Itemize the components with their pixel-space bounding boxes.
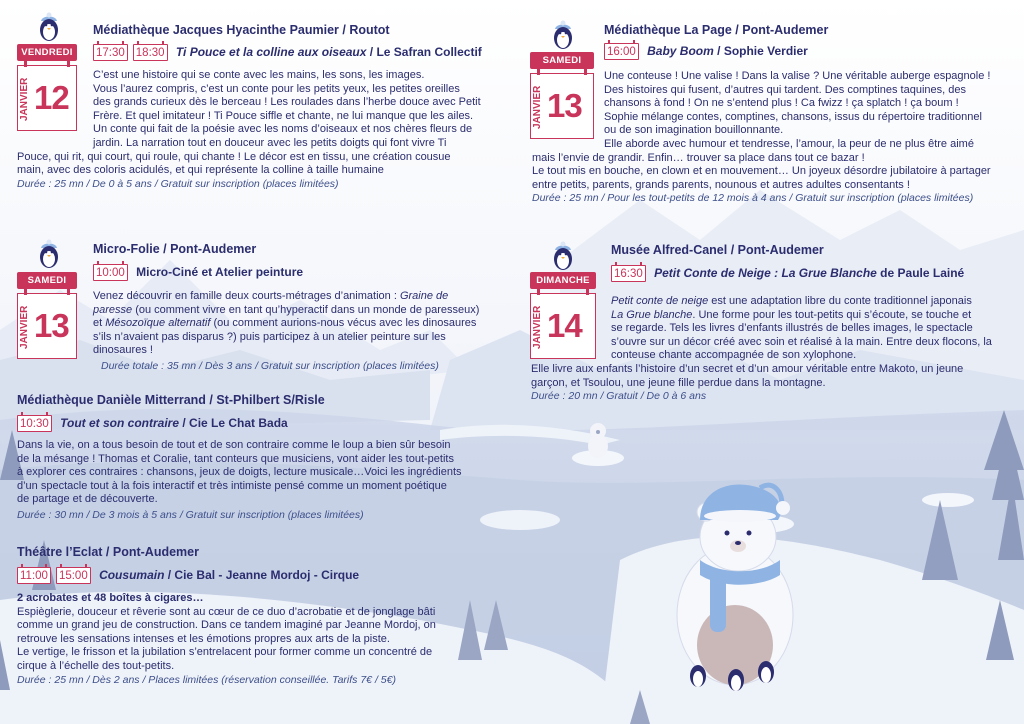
venue-title: Musée Alfred-Canel / Pont-Audemer bbox=[611, 243, 824, 257]
date-calendar-samedi-13 bbox=[17, 272, 77, 362]
event-time-title bbox=[611, 265, 964, 282]
show-title: Petit Conte de Neige : La Grue Blanche bbox=[654, 266, 877, 280]
desc-text: conteuse chante accompagnée de son xylophone. bbox=[611, 349, 857, 362]
event-time-title bbox=[93, 44, 482, 61]
desc-line: de la mésange ! Thomas et Coralie, tant conteurs que musiciens, vont aider les tout-petits bbox=[17, 452, 454, 465]
desc-text: Venez découvrir en famille deux courts-métrages d’animation : bbox=[93, 290, 400, 302]
show-ref: Petit conte de neige bbox=[611, 295, 709, 307]
company-name: / Cie Le Chat Bada bbox=[179, 416, 288, 430]
desc-line bbox=[93, 344, 495, 358]
desc-text: s’ils n’avaient pas disparus ?) puis participez à un atelier peinture sur les bbox=[93, 330, 446, 343]
desc-line: cirque à l’échelle des tout-petits. bbox=[17, 659, 175, 672]
desc-line: Dans la vie, on a tous besoin de tout et de son contraire comme le loup a bien sûr besoin bbox=[17, 439, 451, 451]
desc-line: Un conte qui fait de la poésie avec les noms d’oiseaux et nos chères fleurs de bbox=[93, 123, 473, 136]
time-badge: 15:00 bbox=[56, 567, 91, 584]
desc-line: mais l’envie de grandir. Enfin… trouver sa place dans tout ce bazar ! bbox=[532, 151, 865, 164]
event-time-title bbox=[17, 415, 288, 432]
time-badge: 10:30 bbox=[17, 415, 52, 432]
day-name: SAMEDI bbox=[17, 272, 77, 289]
company-name: de Paule Lainé bbox=[876, 266, 965, 280]
event-meta: Durée : 25 mn / De 0 à 5 ans / Gratuit sur inscription (places limitées) bbox=[17, 177, 339, 190]
desc-line: jardin. La narration tout en douceur avec les petits doigts qui font vivre Ti bbox=[93, 136, 447, 149]
desc-line bbox=[611, 336, 1009, 350]
desc-line: Frère. Et quel imitateur ! Ti Pouce siffle et chante, ne lui manque que les ailes. bbox=[93, 109, 474, 122]
event-time-title bbox=[17, 567, 359, 584]
desc-line bbox=[611, 295, 1009, 309]
time-badge: 11:00 bbox=[17, 567, 51, 584]
film-title: paresse bbox=[93, 303, 133, 316]
desc-line: d’un spectacle tout à la fois interactif et très intimiste pensé comme un moment poétique bbox=[17, 479, 447, 492]
date-card bbox=[530, 73, 594, 139]
small-bear-icon bbox=[588, 423, 608, 458]
day-number: 13 bbox=[547, 87, 582, 124]
day-name: SAMEDI bbox=[530, 52, 594, 69]
venue-title: Médiathèque Jacques Hyacinthe Paumier / Routot bbox=[93, 23, 390, 37]
desc-line: chansons à fond ! On ne s’entend plus ! Ca fwizz ! ça splatch ! ça boum ! bbox=[604, 97, 959, 110]
desc-line: des grands curieux dès le berceau ! Les roulades dans l’herbe douce avec Petit bbox=[93, 96, 481, 109]
film-title: Mésozoïque alternatif bbox=[105, 317, 211, 330]
venue-title: Médiathèque La Page / Pont-Audemer bbox=[604, 23, 829, 37]
day-number: 14 bbox=[547, 307, 582, 344]
desc-line bbox=[611, 322, 1009, 336]
company-name: / Le Safran Collectif bbox=[366, 45, 482, 59]
event-meta: Durée : 20 mn / Gratuit / De 0 à 6 ans bbox=[531, 390, 707, 403]
desc-text: est une adaptation libre du conte traditionnel japonais bbox=[708, 295, 972, 307]
desc-line: Elle aborde avec humour et tendresse, l’amour, la peur de ne plus être aimé bbox=[604, 137, 974, 150]
date-card bbox=[17, 293, 77, 359]
month-label: JANVIER bbox=[532, 85, 543, 129]
desc-line: Vous l’aurez compris, c’est un conte pour les petits yeux, les petites oreilles bbox=[93, 82, 460, 95]
company-name: / Cie Bal - Jeanne Mordoj - Cirque bbox=[164, 568, 360, 582]
desc-line bbox=[531, 363, 1009, 377]
venue-title: Théâtre l’Eclat / Pont-Audemer bbox=[17, 545, 199, 559]
venue-title: Micro-Folie / Pont-Audemer bbox=[93, 242, 257, 256]
show-title: Tout et son contraire bbox=[60, 416, 180, 430]
penguin-icon bbox=[36, 239, 62, 269]
event-description bbox=[93, 290, 495, 374]
show-title: Baby Boom bbox=[647, 44, 714, 58]
desc-line: Le tout mis en bouche, en clown et en mouvement… Un joyeux désordre jubilatoire à partager bbox=[532, 165, 991, 178]
time-badge: 17:30 bbox=[93, 44, 128, 61]
month-label: JANVIER bbox=[19, 305, 30, 349]
desc-line bbox=[611, 309, 1009, 323]
date-calendar-vendredi-12 bbox=[17, 44, 77, 134]
desc-line: main, avec des coloris acidulés, et qui représente la colline à taille humaine bbox=[17, 164, 384, 177]
day-number: 13 bbox=[34, 307, 69, 344]
show-ref: La Grue blanche bbox=[611, 308, 693, 321]
date-card bbox=[17, 65, 77, 131]
month-label: JANVIER bbox=[19, 77, 30, 121]
desc-text: et bbox=[93, 317, 106, 330]
event-meta: Durée : 25 mn / Dès 2 ans / Places limitées (réservation conseillée. Tarifs 7€ / 5€) bbox=[17, 673, 396, 686]
desc-line: Une conteuse ! Une valise ! Dans la valise ? Une véritable auberge espagnole ! bbox=[604, 70, 991, 82]
company-name: / Sophie Verdier bbox=[713, 44, 808, 58]
desc-line: de partage et de découverte. bbox=[17, 493, 158, 506]
time-badge: 16:00 bbox=[604, 43, 639, 60]
desc-line: Espièglerie, douceur et rêverie sont au cœur de ce duo d’acrobatie et de jonglage bâti bbox=[17, 605, 436, 618]
month-label: JANVIER bbox=[532, 305, 543, 349]
date-calendar-dimanche-14 bbox=[530, 272, 596, 362]
desc-text: dinosaures ! bbox=[93, 344, 153, 357]
time-badge: 16:30 bbox=[611, 265, 646, 282]
desc-line: ou de son imagination bouillonnante. bbox=[604, 124, 784, 137]
event-subtitle: 2 acrobates et 48 boîtes à cigares… bbox=[17, 592, 204, 604]
desc-line: C’est une histoire qui se conte avec les mains, les sons, les images. bbox=[93, 69, 425, 81]
penguin-icon bbox=[550, 241, 576, 271]
day-name: VENDREDI bbox=[17, 44, 77, 61]
desc-line: Des histoires qui fusent, d’autres qui tardent. Des comptines taquines, des bbox=[604, 83, 966, 96]
day-number: 12 bbox=[34, 79, 69, 116]
desc-line: comme un grand jeu de construction. Dans ce tandem imaginé par Jeanne Mordoj, on bbox=[17, 619, 436, 632]
desc-line: retrouve les sensations intenses et les émotions propres aux arts de la piste. bbox=[17, 632, 390, 645]
desc-line bbox=[611, 349, 1009, 363]
date-card bbox=[530, 293, 596, 359]
event-time-title bbox=[604, 43, 808, 60]
desc-line bbox=[93, 317, 495, 331]
show-title: Cousumain bbox=[99, 568, 165, 582]
show-title: Micro-Ciné et Atelier peinture bbox=[136, 265, 304, 279]
desc-line bbox=[93, 304, 495, 318]
show-title: Ti Pouce et la colline aux oiseaux bbox=[175, 45, 367, 59]
day-name: DIMANCHE bbox=[530, 272, 596, 289]
desc-line bbox=[93, 290, 495, 304]
desc-line: entre petits, parents, grands parents, nounous et autres adultes consentants ! bbox=[532, 178, 910, 191]
desc-text: . Une forme pour les tout-petits qui s’écoute, se touche et bbox=[692, 308, 972, 321]
desc-line bbox=[531, 377, 1009, 391]
penguin-icon bbox=[36, 12, 62, 42]
event-description bbox=[17, 592, 487, 687]
date-calendar-samedi-13 bbox=[530, 52, 594, 142]
time-badge: 18:30 bbox=[133, 44, 168, 61]
time-badge: 10:00 bbox=[93, 264, 128, 281]
event-meta: Durée totale : 35 mn / Dès 3 ans / Gratuit sur inscription (places limitées) bbox=[101, 359, 439, 372]
event-meta: Durée : 25 mn / Pour les tout-petits de 12 mois à 4 ans / Gratuit sur inscription (places limitées) bbox=[532, 192, 974, 205]
desc-line: à explorer ces contraires : chansons, jeux de doigts, lecture musicale…Voici les ingrédients bbox=[17, 466, 462, 479]
desc-line bbox=[93, 331, 495, 345]
desc-text: se regarde. Tels les livres d’enfants illustrés de belles images, le spectacle bbox=[611, 322, 973, 335]
film-title: Graine de bbox=[399, 290, 449, 302]
desc-text: s’ouvre sur un décor créé avec soin et réalisé à la main. Entre deux flocons, la bbox=[611, 335, 992, 348]
event-description bbox=[17, 439, 517, 523]
desc-text: (ou comment vivre en tant qu’hyperactif dans un monde de paresseux) bbox=[132, 303, 480, 316]
venue-title: Médiathèque Danièle Mitterrand / St-Philbert S/Risle bbox=[17, 393, 325, 407]
event-time-title bbox=[93, 264, 303, 281]
desc-line: Pouce, qui rit, qui court, qui roule, qui chante ! Le décor est en tissu, une création cousue bbox=[17, 150, 451, 163]
event-meta: Durée : 30 mn / De 3 mois à 5 ans / Gratuit sur inscription (places limitées) bbox=[17, 508, 364, 521]
desc-line: Sophie mélange contes, comptines, chansons, issus du répertoire traditionnel bbox=[604, 110, 982, 123]
penguin-icon bbox=[550, 20, 576, 50]
desc-text: Elle livre aux enfants l’histoire d’un secret et d’un amour véritable entre Makoto, un jeune bbox=[531, 362, 964, 375]
desc-text: garçon, et Tsoulou, une jeune fille perdue dans la montagne. bbox=[531, 376, 826, 389]
desc-line: Le vertige, le frisson et la jubilation s’entrelacent pour former comme un concentré de bbox=[17, 646, 433, 659]
desc-text: (ou comment aurions-nous vécus avec les dinosaures bbox=[210, 317, 477, 330]
